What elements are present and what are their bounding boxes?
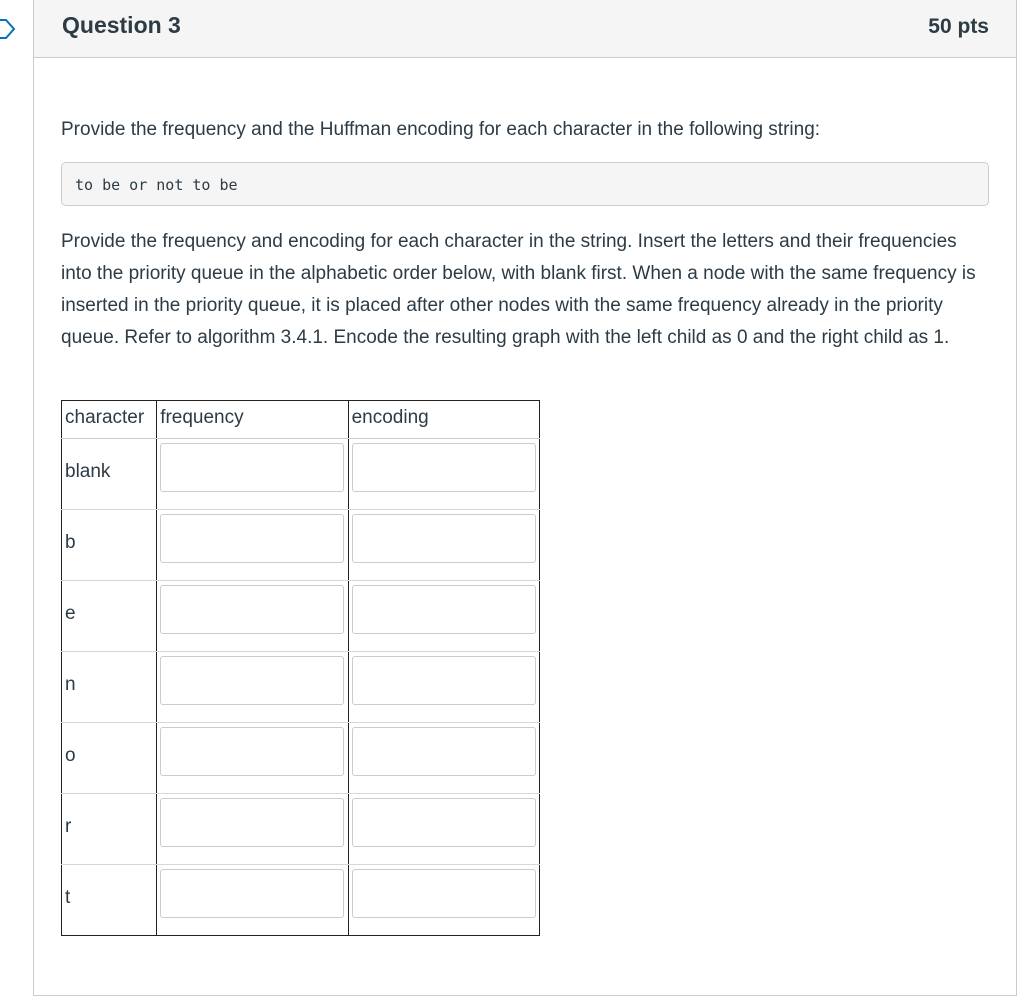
table-row [62, 581, 540, 652]
encoding-input-t[interactable] [352, 869, 536, 918]
encoding-input-blank[interactable] [352, 443, 536, 492]
table-row [62, 723, 540, 794]
question-body [61, 57, 991, 354]
character-label: blank [62, 439, 157, 510]
frequency-input-o[interactable] [160, 727, 344, 776]
table-row [62, 510, 540, 581]
frequency-input-r[interactable] [160, 798, 344, 847]
frequency-input-blank[interactable] [160, 443, 344, 492]
encoding-input-b[interactable] [352, 514, 536, 563]
frequency-input-b[interactable] [160, 514, 344, 563]
frequency-input-t[interactable] [160, 869, 344, 918]
character-label: o [62, 723, 157, 794]
table-row [62, 865, 540, 936]
encoding-input-r[interactable] [352, 798, 536, 847]
column-header-encoding: encoding [348, 401, 539, 439]
table-row [62, 794, 540, 865]
table-row [62, 652, 540, 723]
question-card [33, 0, 1017, 996]
frequency-input-e[interactable] [160, 585, 344, 634]
character-label: t [62, 865, 157, 936]
question-points: 50 pts [928, 15, 989, 38]
question-header [34, 0, 1016, 58]
character-label: n [62, 652, 157, 723]
question-flag-icon[interactable] [0, 18, 16, 40]
question-instructions: Provide the frequency and encoding for each character in the string. Insert the letters and their frequencies into the priority queue in the alphabetic order below, with blank first. When a node with the same frequency is inserted in the priority queue, it is placed after other nodes with the same frequency already in the priority queue. Refer to algorithm 3.4.1. Encode the resulting graph with the left child as 0 and the right child as 1. [61, 231, 976, 348]
answer-table [61, 400, 540, 936]
character-label: r [62, 794, 157, 865]
character-label: e [62, 581, 157, 652]
table-row [62, 439, 540, 510]
encoding-input-n[interactable] [352, 656, 536, 705]
question-title: Question 3 [62, 12, 181, 38]
encoding-input-e[interactable] [352, 585, 536, 634]
character-label: b [62, 510, 157, 581]
code-string: to be or not to be [61, 162, 989, 206]
table-header-row [62, 401, 540, 439]
encoding-input-o[interactable] [352, 727, 536, 776]
column-header-character: character [62, 401, 157, 439]
column-header-frequency: frequency [157, 401, 348, 439]
frequency-input-n[interactable] [160, 656, 344, 705]
question-prompt: Provide the frequency and the Huffman encoding for each character in the following string: [61, 119, 821, 140]
